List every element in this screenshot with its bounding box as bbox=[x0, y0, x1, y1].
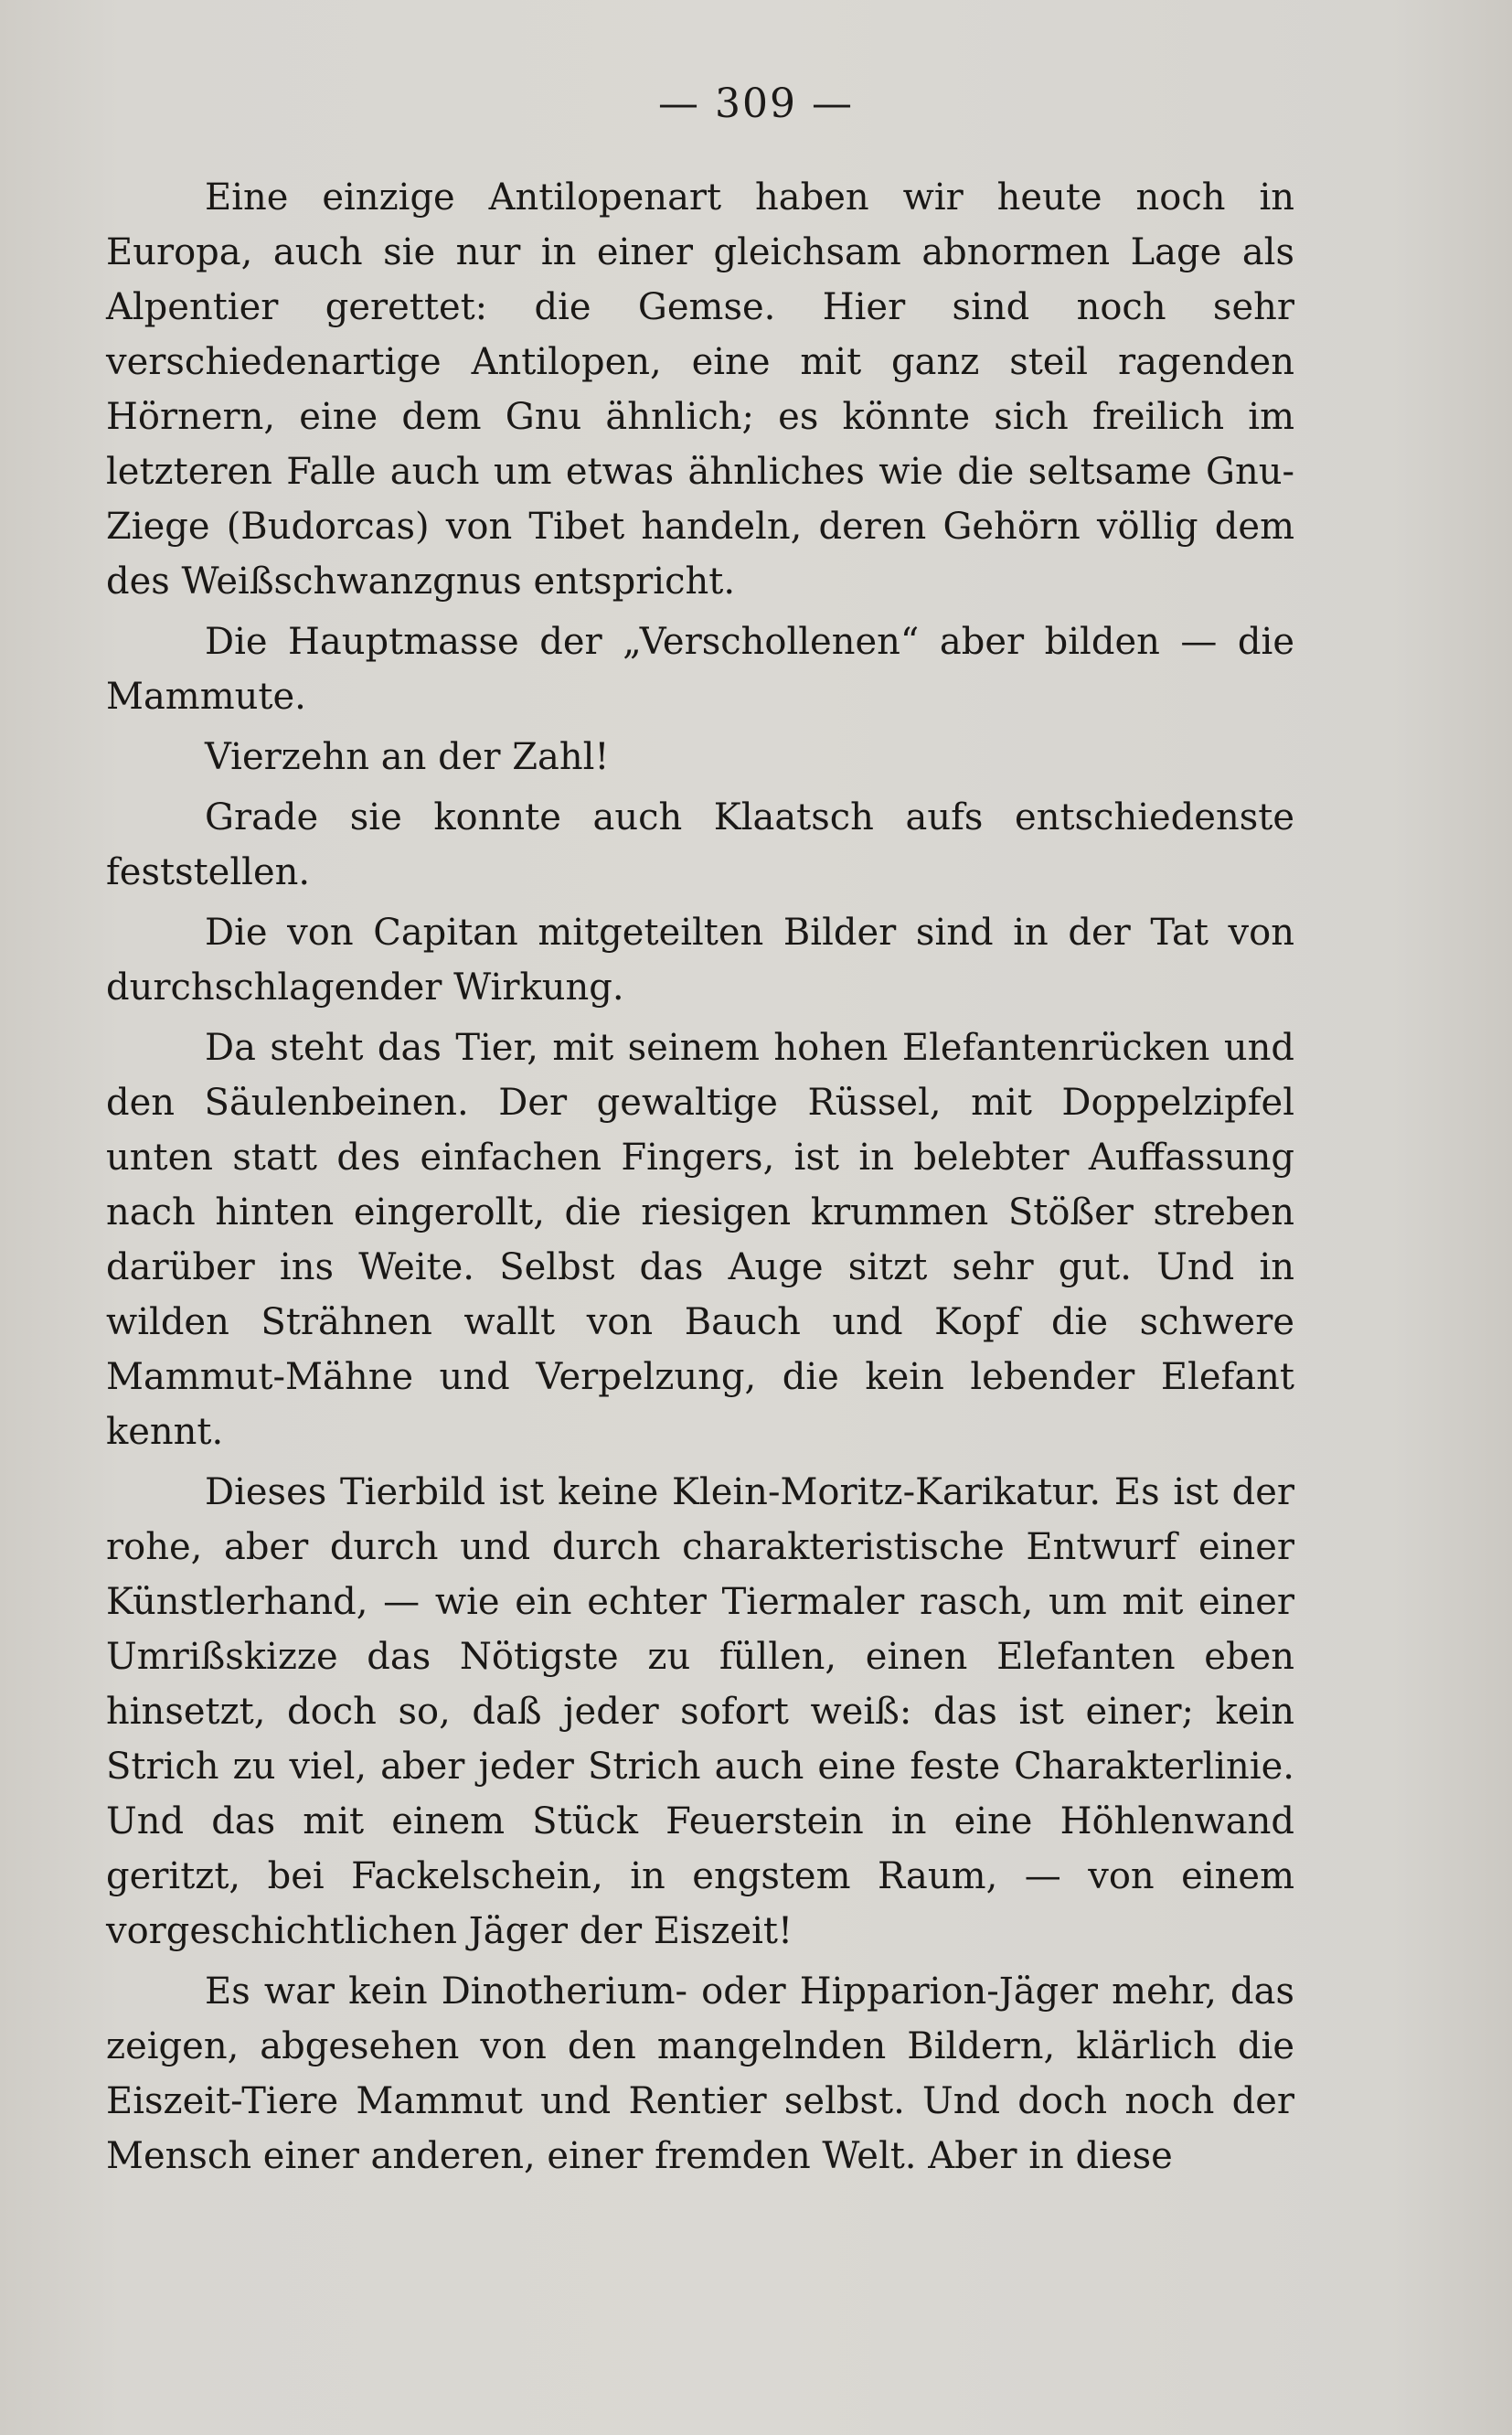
paragraph: Grade sie konnte auch Klaatsch aufs entschiedenste feststellen. bbox=[106, 796, 1294, 893]
paragraph: Vierzehn an der Zahl! bbox=[205, 736, 610, 778]
paragraph: Die von Capitan mitgeteilten Bilder sind in der Tat von durchschlagender Wirkung. bbox=[106, 912, 1294, 1009]
body-text bbox=[106, 170, 1294, 2189]
paragraph: Eine einzige Antilopenart haben wir heute noch in Europa, auch sie nur in einer gleichsam abnormen Lage als Alpentier gerettet: die Gemse. Hier sind noch sehr verschiedenartige Antilopen, eine mit ganz steil ragenden Hörnern, eine dem Gnu ähnlich; es könnte sich freilich im letzteren Falle auch um etwas ähnliches wie die seltsame Gnu-Ziege (Budorcas) von Tibet handeln, deren Gehörn völlig dem des Weißschwanzgnus entspricht. bbox=[106, 176, 1294, 603]
paragraph: Da steht das Tier, mit seinem hohen Elefantenrücken und den Säulenbeinen. Der gewaltige Rüssel, mit Doppelzipfel unten statt des einfachen Fingers, ist in belebter Auffassung nach hinten eingerollt, die riesigen krummen Stößer streben darüber ins Weite. Selbst das Auge sitzt sehr gut. Und in wilden Strähnen wallt von Bauch und Kopf die schwere Mammut-Mähne und Verpelzung, die kein lebender Elefant kennt. bbox=[106, 1027, 1294, 1453]
page-number: — 309 — bbox=[658, 80, 854, 127]
paragraph: Die Hauptmasse der „Verschollenen“ aber bilden — die Mammute. bbox=[106, 621, 1294, 718]
paragraph: Dieses Tierbild ist keine Klein-Moritz-Karikatur. Es ist der rohe, aber durch und durch charakteristische Entwurf einer Künstlerhand, — wie ein echter Tiermaler rasch, um mit einer Umrißskizze das Nötigste zu füllen, einen Elefanten eben hinsetzt, doch so, daß jeder sofort weiß: das ist einer; kein Strich zu viel, aber jeder Strich auch eine feste Charakterlinie. Und das mit einem Stück Feuerstein in eine Höhlenwand geritzt, bei Fackelschein, in engstem Raum, — von einem vorgeschichtlichen Jäger der Eiszeit! bbox=[106, 1471, 1294, 1952]
paragraph: Es war kein Dinotherium- oder Hipparion-Jäger mehr, das zeigen, abgesehen von den mangelnden Bildern, klärlich die Eiszeit-Tiere Mammut und Rentier selbst. Und doch noch der Mensch einer anderen, einer fremden Welt. Aber in diese bbox=[106, 1970, 1294, 2177]
